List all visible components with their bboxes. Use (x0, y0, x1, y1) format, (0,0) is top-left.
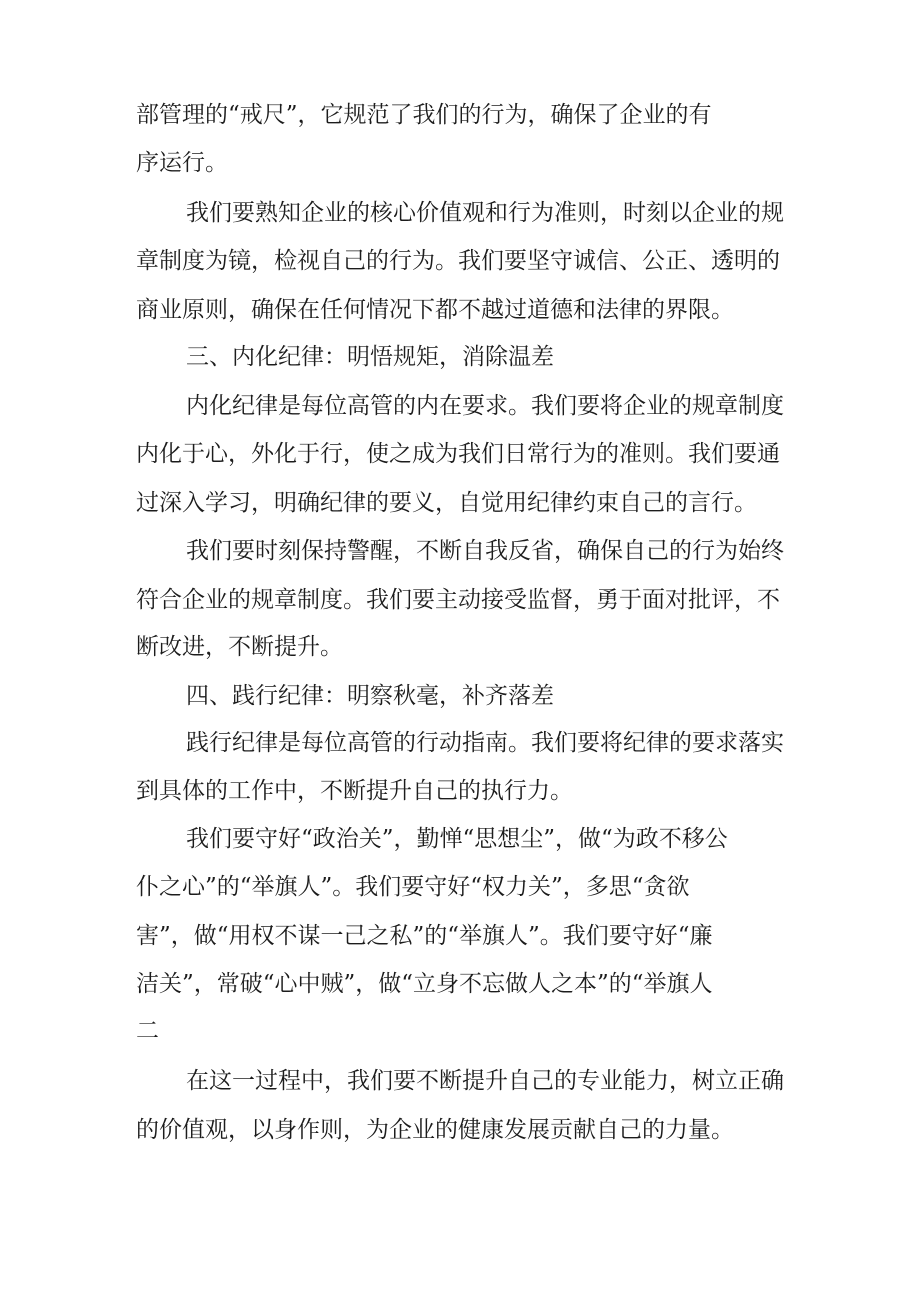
text-line: 到具体的工作中，不断提升自己的执行力。 (136, 778, 573, 804)
text-line: 符合企业的规章制度。我们要主动接受监督，勇于面对批评，不 (136, 587, 780, 613)
text-line: 我们要时刻保持警醒，不断自我反省，确保自己的行为始终 (186, 538, 784, 564)
text-line: 我们要守好“政治关”，勤惮“思想尘”，做“为政不移公 (186, 826, 728, 852)
text-line: 过深入学习，明确纪律的要义，自觉用纪律约束自己的言行。 (136, 490, 757, 516)
section-heading: 四、践行纪律：明察秋毫，补齐落差 (186, 683, 554, 709)
text-line: 洁关”，常破“心中贼”，做“立身不忘做人之本”的“举旗人 (136, 971, 713, 997)
text-line: 仆之心”的“举旗人”。我们要守好“权力关”，多思“贪欲 (136, 874, 690, 900)
text-line: 内化于心，外化于行，使之成为我们日常行为的准则。我们要通 (136, 441, 780, 467)
text-line: 序运行。 (136, 150, 228, 176)
text-line: 内化纪律是每位高管的内在要求。我们要将企业的规章制度 (186, 393, 784, 419)
text-line: 断改进，不断提升。 (136, 634, 343, 660)
section-heading: 三、内化纪律：明悟规矩，消除温差 (186, 344, 554, 370)
text-line: 害”，做“用权不谋一己之私”的“举旗人”。我们要守好“廉 (136, 923, 713, 949)
text-line: 我们要熟知企业的核心价值观和行为准则，时刻以企业的规 (186, 200, 784, 226)
text-line: 商业原则，确保在任何情况下都不越过道德和法律的界限。 (136, 297, 734, 323)
text-line: 践行纪律是每位高管的行动指南。我们要将纪律的要求落实 (186, 730, 784, 756)
text-line: 二 (136, 1018, 159, 1044)
text-line: 章制度为镜，检视自己的行为。我们要坚守诚信、公正、透明的 (136, 248, 780, 274)
text-line: 在这一过程中，我们要不断提升自己的专业能力，树立正确 (186, 1068, 784, 1094)
text-line: 部管理的“戒尺”，它规范了我们的行为，确保了企业的有 (136, 102, 712, 128)
text-line: 的价值观，以身作则，为企业的健康发展贡献自己的力量。 (136, 1117, 734, 1143)
